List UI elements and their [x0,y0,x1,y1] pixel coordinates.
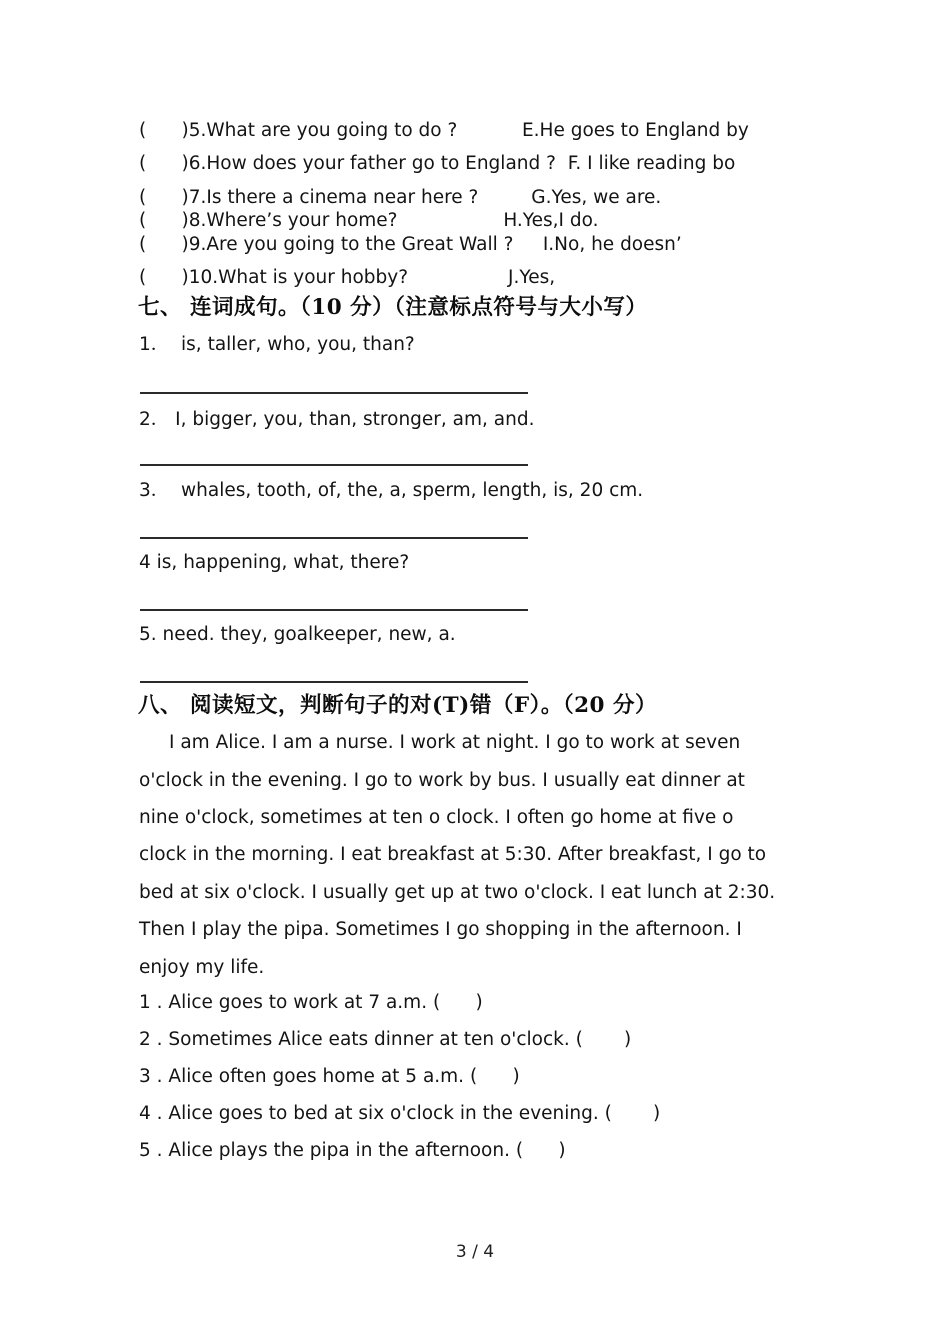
word-order-item-1: 1． is, taller, who, you, than? [139,334,415,355]
true-false-statement-5[interactable]: 5 . Alice plays the pipa in the afternoon. ( ) [139,1140,566,1161]
matching-row-8: ( )8.Where’s your home? H.Yes,I do. [139,210,599,231]
true-false-statement-3[interactable]: 3 . Alice often goes home at 5 a.m. ( ) [139,1066,520,1087]
word-order-item-5: 5. need. they, goalkeeper, new, a. [139,624,456,645]
word-order-item-4: 4 is, happening, what, there? [139,552,410,573]
passage-line-3: nine o'clock, sometimes at ten o clock. I often go home at five o [139,807,734,828]
true-false-statement-2[interactable]: 2 . Sometimes Alice eats dinner at ten o'clock. ( ) [139,1029,632,1050]
answer-blank-5[interactable] [140,681,528,683]
answer-blank-2[interactable] [140,464,528,466]
word-order-item-3: 3． whales, tooth, of, the, a, sperm, length, is, 20 cm. [139,480,644,501]
true-false-statement-4[interactable]: 4 . Alice goes to bed at six o'clock in the evening. ( ) [139,1103,661,1124]
matching-row-6: ( )6.How does your father go to England ? F. I like reading bo [139,153,736,174]
section-eight-heading: 八、 阅读短文，判断句子的对(T)错（F）。（20 分） [138,693,658,718]
word-order-item-2: 2． I, bigger, you, than, stronger, am, and. [139,409,535,430]
answer-blank-4[interactable] [140,609,528,611]
passage-line-1: I am Alice. I am a nurse. I work at night. I go to work at seven [169,732,741,753]
matching-row-9: ( )9.Are you going to the Great Wall ? I.No, he doesn’ [139,234,682,255]
matching-row-7: ( )7.Is there a cinema near here ? G.Yes, we are. [139,187,662,208]
passage-line-2: o'clock in the evening. I go to work by bus. I usually eat dinner at [139,770,745,791]
answer-blank-3[interactable] [140,537,528,539]
passage-line-6: Then I play the pipa. Sometimes I go shopping in the afternoon. I [139,919,742,940]
passage-line-5: bed at six o'clock. I usually get up at two o'clock. I eat lunch at 2:30. [139,882,776,903]
page-number-footer: 3 / 4 [455,1242,495,1262]
passage-line-7: enjoy my life. [139,957,265,978]
matching-row-5: ( )5.What are you going to do ? E.He goes to England by [139,120,749,141]
answer-blank-1[interactable] [140,392,528,394]
true-false-statement-1[interactable]: 1 . Alice goes to work at 7 a.m. ( ) [139,992,483,1013]
section-seven-heading: 七、 连词成句。（10 分）（注意标点符号与大小写） [138,295,648,320]
passage-line-4: clock in the morning. I eat breakfast at 5:30. After breakfast, I go to [139,844,767,865]
matching-row-10: ( )10.What is your hobby? J.Yes, [139,267,556,288]
